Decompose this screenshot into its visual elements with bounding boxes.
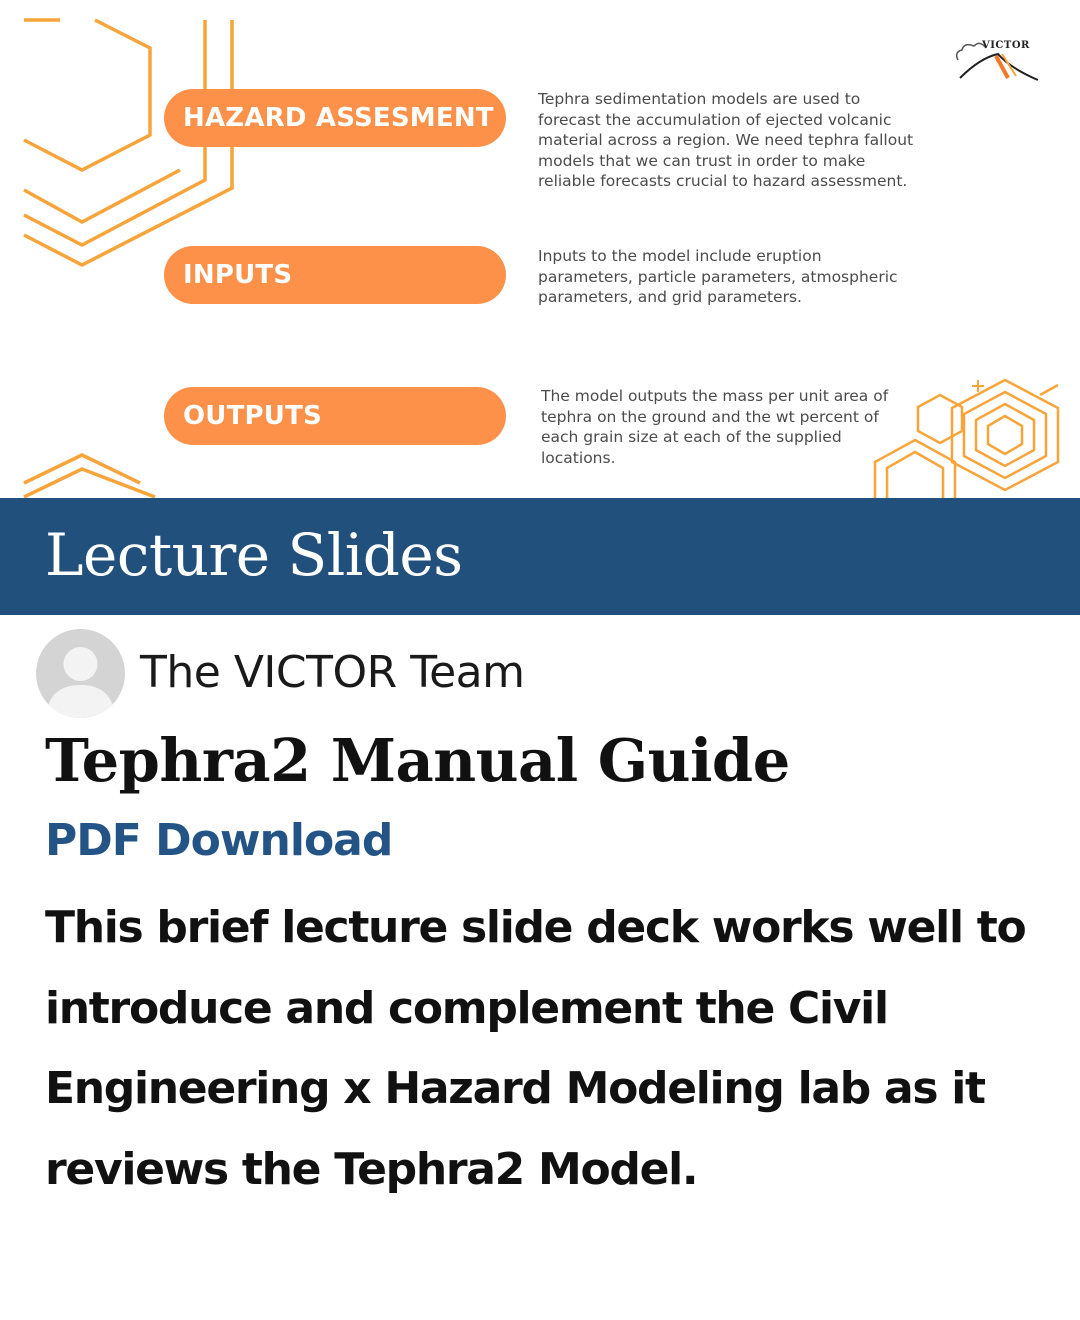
category-banner [0,498,1080,615]
logo-text: VICTOR [982,40,1030,51]
section-label-inputs: INPUTS [164,246,506,304]
section-label-hazard: HAZARD ASSESMENT [164,89,506,147]
banner-title: Lecture Slides [45,521,463,589]
user-icon [36,629,125,718]
description-text: This brief lecture slide deck works well to introduce and complement the Civil Engineering x Hazard Modeling lab as it reviews the Tephra2 Model. [45,902,1026,1195]
section-label-outputs: OUTPUTS [164,387,506,445]
section-description-outputs: The model outputs the mass per unit area of tephra on the ground and the wt percent of each grain size at each of the supplied locations. [541,387,889,467]
slide-preview[interactable] [0,0,1080,498]
section-description-inputs: Inputs to the model include eruption parameters, particle parameters, atmospheric parameters, and grid parameters. [538,247,898,307]
avatar[interactable] [36,629,125,718]
victor-logo [950,38,1046,84]
section-description-hazard: Tephra sedimentation models are used to forecast the accumulation of ejected volcanic material across a region. We need tephra fallout models that we can trust in order to make reliable forecasts crucial to hazard assessment. [538,90,914,191]
pdf-download-link[interactable]: PDF Download [45,815,393,866]
page-title: Tephra2 Manual Guide [45,726,790,795]
author-name[interactable]: The VICTOR Team [140,647,525,698]
